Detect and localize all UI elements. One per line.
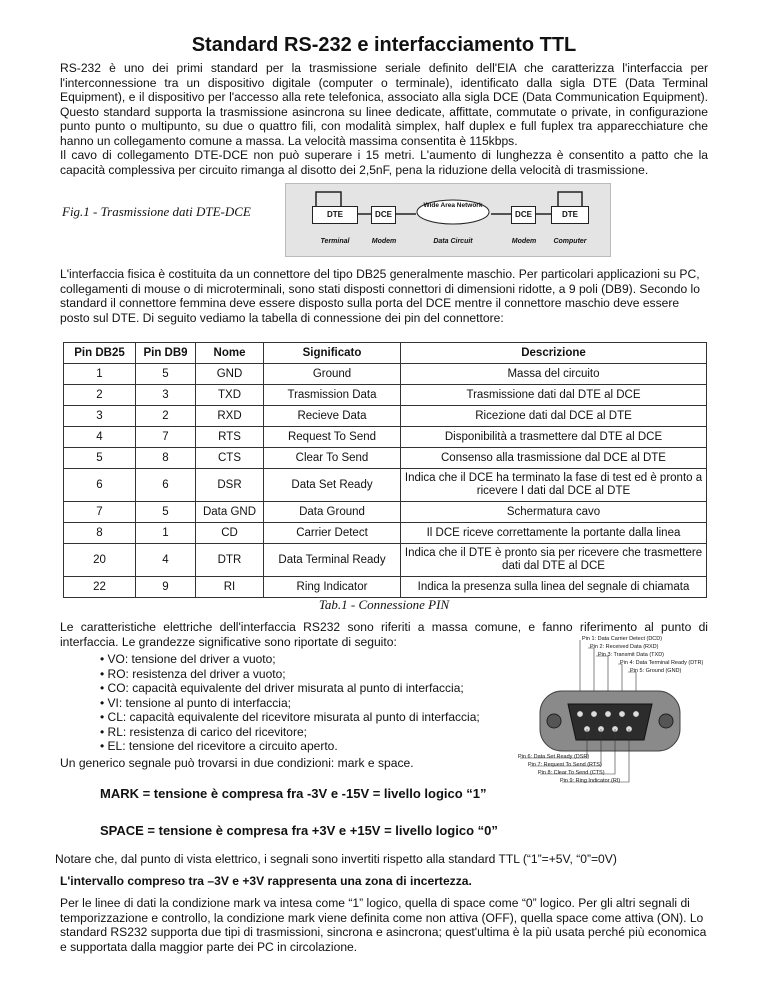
table-row xyxy=(64,523,707,544)
table-row xyxy=(64,364,707,385)
dte-right-box: DTE xyxy=(551,206,589,224)
list-item: • RO: resistenza del driver a vuoto; xyxy=(100,666,286,681)
table-row xyxy=(64,385,707,406)
pin5-label: Pin 5: Ground (GND) xyxy=(630,668,682,674)
cable-paragraph: Il cavo di collegamento DTE-DCE non può superare i 15 metri. L'aumento di lunghezza è consentito a patto che la capacità complessiva per circuito rimanga al disotto dei 2,5nF, pena la riduzione della velocità di trasmissione. xyxy=(60,148,708,177)
cell: Recieve Data xyxy=(264,406,401,427)
cell: 3 xyxy=(64,406,136,427)
electrical-paragraph: Le caratteristiche elettriche dell'interfaccia RS232 sono riferiti a massa comune, e fanno riferimento al punto di interfaccia. Le grandezze significative sono riportate di seguito: xyxy=(60,620,708,649)
data-circuit-label: Data Circuit xyxy=(433,238,473,245)
table-row xyxy=(64,502,707,523)
cell: Indica che il DTE è pronto sia per ricevere che trasmettere dati dal DTE al DCE xyxy=(401,544,707,577)
cell: 6 xyxy=(64,469,136,502)
pin-table xyxy=(63,342,707,598)
cell: 2 xyxy=(64,385,136,406)
cell: 1 xyxy=(64,364,136,385)
terminal-label: Terminal xyxy=(320,238,350,245)
pin7-label: Pin 7: Request To Send (RTS) xyxy=(528,762,602,768)
cell: 7 xyxy=(64,502,136,523)
cell: RI xyxy=(196,577,264,598)
cell: Trasmission Data xyxy=(264,385,401,406)
cell: Ground xyxy=(264,364,401,385)
table-header-row xyxy=(64,343,707,364)
table-row xyxy=(64,577,707,598)
cell: Indica la presenza sulla linea del segnale di chiamata xyxy=(401,577,707,598)
pin4-label: Pin 4: Data Terminal Ready (DTR) xyxy=(620,660,704,666)
ttl-note: Notare che, dal punto di vista elettrico, i segnali sono invertiti rispetto alla standard TTL (“1”=+5V, “0”=0V) xyxy=(55,852,617,866)
cell: 8 xyxy=(136,448,196,469)
pin9-label: Pin 9: Ring Indicator (RI) xyxy=(560,778,621,784)
cell: Carrier Detect xyxy=(264,523,401,544)
space-definition: SPACE = tensione è compresa fra +3V e +15V = livello logico “0” xyxy=(100,823,498,838)
table-row xyxy=(64,427,707,448)
cell: 7 xyxy=(136,427,196,448)
pin1-label: Pin 1: Data Carrier Detect (DCD) xyxy=(582,636,663,642)
cell: Trasmissione dati dal DTE al DCE xyxy=(401,385,707,406)
cell: 1 xyxy=(136,523,196,544)
table-caption: Tab.1 - Connessione PIN xyxy=(318,597,450,612)
table-row xyxy=(64,406,707,427)
list-item: • VO: tensione del driver a vuoto; xyxy=(100,652,276,666)
cell: 5 xyxy=(136,364,196,385)
modem-left-label: Modem xyxy=(371,238,397,245)
intro-paragraph: RS-232 è uno dei primi standard per la trasmissione seriale definito dell'EIA che caratterizza l'interfaccia per l'interconnessione tra un dispositivo digitale (computer o terminale), identificato dalla sigla DTE (Data Terminal Equipment), e il dispositivo per l'accesso alla rete telefonica, associato alla sigla DCE (Data Communication Equipment). Questo standard supporta la trasmissione asincrona su linee dedicate, affittate, commutate o private, in configurazione punto punto o multipunto, su due o quattro fili, con modalità simplex, half duplex e full fuplex tra apparecchiature che hanno un collegamento comune a massa. La velocità massima consentita è 115kbps. xyxy=(60,61,708,148)
parameter-list xyxy=(100,652,480,754)
table-row xyxy=(64,544,707,577)
list-item: • RL: resistenza di carico del ricevitore; xyxy=(100,724,307,739)
cell: DTR xyxy=(196,544,264,577)
cell: Clear To Send xyxy=(264,448,401,469)
header-pin-db9: Pin DB9 xyxy=(136,343,196,364)
wan-label: Wide Area Network xyxy=(423,202,483,209)
uncertainty-note: L'intervallo compreso tra –3V e +3V rappresenta una zona di incertezza. xyxy=(60,874,472,888)
cell: Data Ground xyxy=(264,502,401,523)
cell: Ring Indicator xyxy=(264,577,401,598)
header-descrizione: Descrizione xyxy=(401,343,707,364)
dte-left-box: DTE xyxy=(312,206,358,224)
header-nome: Nome xyxy=(196,343,264,364)
header-pin-db25: Pin DB25 xyxy=(64,343,136,364)
cell: 6 xyxy=(136,469,196,502)
list-item: • EL: tensione del ricevitore a circuito aperto. xyxy=(100,739,338,753)
pin6-label: Pin 6: Data Set Ready (DSR) xyxy=(518,754,590,760)
cell: Data Set Ready xyxy=(264,469,401,502)
cell: Massa del circuito xyxy=(401,364,707,385)
cell: 5 xyxy=(136,502,196,523)
list-item: • VI: tensione al punto di interfaccia; xyxy=(100,695,291,710)
cell: 9 xyxy=(136,577,196,598)
list-item: • CL: capacità equivalente del ricevitore misurata al punto di interfaccia; xyxy=(100,710,480,724)
cell: 8 xyxy=(64,523,136,544)
cell: Il DCE riceve correttamente la portante dalla linea xyxy=(401,523,707,544)
cell: Data GND xyxy=(196,502,264,523)
cell: CTS xyxy=(196,448,264,469)
connector-paragraph: L'interfaccia fisica è costituita da un connettore del tipo DB25 generalmente maschio. Per particolari applicazioni su PC, collegamenti di mouse o di microterminali, sono stati disposti connettori di dimensioni ridotte, a 9 poli (DB9). Secondo lo standard il connettore femmina deve essere disposto sulla porta del DCE mentre il connettore maschio deve essere posto sul DTE. Di seguito vediamo la tabella di connessione dei pin del connettore: xyxy=(60,267,700,325)
pin8-label: Pin 8: Clear To Send (CTS) xyxy=(538,770,605,776)
cell: 5 xyxy=(64,448,136,469)
modem-right-label: Modem xyxy=(511,238,537,245)
cell: Indica che il DCE ha terminato la fase di test ed è pronto a ricevere I dati dal DCE al DTE xyxy=(401,469,707,502)
cell: Disponibilità a trasmettere dal DTE al DCE xyxy=(401,427,707,448)
cell: Request To Send xyxy=(264,427,401,448)
cell: 4 xyxy=(136,544,196,577)
cell: GND xyxy=(196,364,264,385)
pin2-label: Pin 2: Received Data (RXD) xyxy=(590,644,659,650)
db9-connector-figure xyxy=(510,636,710,796)
mark-space-explanation: Per le linee di dati la condizione mark va intesa come “1” logico, quella di space come “0” logico. Per gli altri segnali di temporizzazione e controllo, la condizione mark viene definita come non attiva (OFF), quella space come attiva (ON). Lo standard RS232 supporta due tipi di trasmissioni, sincrona e asincrona; quest'ultima è la più usata perché più economica e supportata dalla maggior parte dei PC in circolazione. xyxy=(60,896,707,954)
dce-right-box: DCE xyxy=(511,206,536,224)
dte-dce-diagram xyxy=(285,183,611,257)
cell: CD xyxy=(196,523,264,544)
cell: 4 xyxy=(64,427,136,448)
pin3-label: Pin 3: Transmit Data (TXD) xyxy=(598,652,665,658)
cell: 22 xyxy=(64,577,136,598)
table-row xyxy=(64,469,707,502)
cell: TXD xyxy=(196,385,264,406)
table-row xyxy=(64,448,707,469)
cell: DSR xyxy=(196,469,264,502)
mark-definition: MARK = tensione è compresa fra -3V e -15V = livello logico “1” xyxy=(100,786,487,801)
cell: RXD xyxy=(196,406,264,427)
cell: 3 xyxy=(136,385,196,406)
cell: Schermatura cavo xyxy=(401,502,707,523)
cell: Consenso alla trasmissione dal DCE al DTE xyxy=(401,448,707,469)
header-significato: Significato xyxy=(264,343,401,364)
list-item: • CO: capacità equivalente del driver misurata al punto di interfaccia; xyxy=(100,681,464,695)
cell: RTS xyxy=(196,427,264,448)
figure-caption: Fig.1 - Trasmissione dati DTE-DCE xyxy=(62,204,251,219)
mark-space-intro: Un generico segnale può trovarsi in due condizioni: mark e space. xyxy=(60,756,414,770)
cell: 2 xyxy=(136,406,196,427)
cell: Ricezione dati dal DCE al DTE xyxy=(401,406,707,427)
cell: 20 xyxy=(64,544,136,577)
cell: Data Terminal Ready xyxy=(264,544,401,577)
computer-label: Computer xyxy=(553,238,587,245)
page-title: Standard RS-232 e interfacciamento TTL xyxy=(191,34,577,56)
dce-left-box: DCE xyxy=(371,206,396,224)
